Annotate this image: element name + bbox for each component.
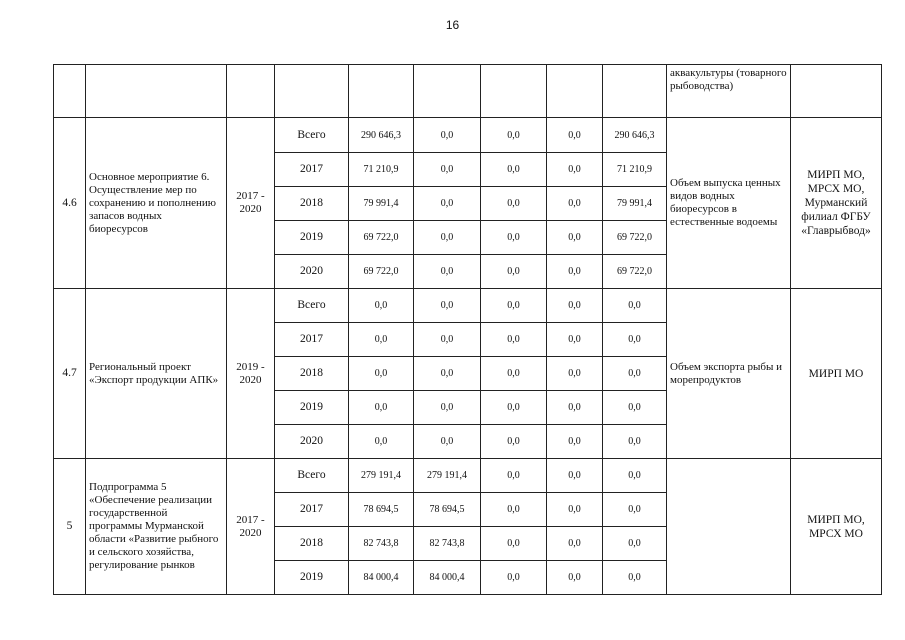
value-cell: 0,0 [481, 459, 547, 493]
value-cell: 71 210,9 [603, 153, 667, 187]
value-cell: 0,0 [414, 153, 481, 187]
value-cell: 0,0 [547, 323, 603, 357]
value-cell: 0,0 [547, 153, 603, 187]
value-cell: 290 646,3 [349, 118, 414, 153]
executor-cell: МИРП МО, МРСХ МО [791, 459, 882, 595]
activity-name: Основное мероприятие 6. Осуществление мер по сохранению и пополнению запасов водных биоресурсов [86, 118, 227, 289]
value-cell: 0,0 [349, 425, 414, 459]
cell-idx [54, 65, 86, 118]
table-row [54, 289, 882, 323]
value-cell: 0,0 [547, 255, 603, 289]
continuation-row [54, 65, 882, 118]
year-cell: 2019 [275, 391, 349, 425]
year-cell: 2018 [275, 357, 349, 391]
value-cell: 78 694,5 [414, 493, 481, 527]
value-cell: 0,0 [481, 323, 547, 357]
cell-value [481, 65, 547, 118]
value-cell: 0,0 [414, 289, 481, 323]
value-cell: 0,0 [547, 561, 603, 595]
indicator-cell: Объем выпуска ценных видов водных биоресурсов в естественные водоемы [667, 118, 791, 289]
value-cell: 0,0 [481, 255, 547, 289]
year-cell: Всего [275, 459, 349, 493]
value-cell: 0,0 [414, 187, 481, 221]
year-cell: 2017 [275, 323, 349, 357]
value-cell: 0,0 [414, 255, 481, 289]
cell-value [547, 65, 603, 118]
value-cell: 0,0 [481, 221, 547, 255]
year-cell: 2018 [275, 527, 349, 561]
value-cell: 0,0 [547, 493, 603, 527]
value-cell: 0,0 [547, 187, 603, 221]
activity-name: Подпрограмма 5 «Обеспечение реализации государственной программы Мурманской области «Развитие рыбного и сельского хозяйства, регулирование рынков [86, 459, 227, 595]
year-cell: 2018 [275, 187, 349, 221]
value-cell: 0,0 [603, 459, 667, 493]
value-cell: 0,0 [603, 323, 667, 357]
value-cell: 0,0 [603, 527, 667, 561]
value-cell: 0,0 [481, 527, 547, 561]
value-cell: 71 210,9 [349, 153, 414, 187]
value-cell: 0,0 [414, 391, 481, 425]
executor-cell: МИРП МО, МРСХ МО, Мурманский филиал ФГБУ «Главрыбвод» [791, 118, 882, 289]
value-cell: 0,0 [481, 187, 547, 221]
value-cell: 79 991,4 [603, 187, 667, 221]
value-cell: 0,0 [349, 323, 414, 357]
executor-cell [791, 65, 882, 118]
value-cell: 0,0 [547, 459, 603, 493]
year-cell: 2017 [275, 493, 349, 527]
cell-value [349, 65, 414, 118]
value-cell: 0,0 [603, 493, 667, 527]
value-cell: 0,0 [481, 118, 547, 153]
year-cell: 2019 [275, 221, 349, 255]
value-cell: 0,0 [481, 561, 547, 595]
value-cell: 0,0 [414, 357, 481, 391]
value-cell: 0,0 [547, 357, 603, 391]
value-cell: 0,0 [414, 221, 481, 255]
year-cell: Всего [275, 118, 349, 153]
value-cell: 0,0 [481, 425, 547, 459]
year-cell: Всего [275, 289, 349, 323]
value-cell: 0,0 [603, 561, 667, 595]
year-cell: 2020 [275, 255, 349, 289]
value-cell: 0,0 [349, 357, 414, 391]
table-row [54, 459, 882, 493]
value-cell: 0,0 [603, 289, 667, 323]
row-number: 5 [54, 459, 86, 595]
value-cell: 0,0 [603, 357, 667, 391]
value-cell: 0,0 [547, 425, 603, 459]
activity-name: Региональный проект «Экспорт продукции АПК» [86, 289, 227, 459]
value-cell: 84 000,4 [349, 561, 414, 595]
value-cell: 0,0 [481, 493, 547, 527]
indicator-cell: аквакультуры (товарного рыбоводства) [667, 65, 791, 118]
value-cell: 79 991,4 [349, 187, 414, 221]
value-cell: 78 694,5 [349, 493, 414, 527]
value-cell: 84 000,4 [414, 561, 481, 595]
cell-value [603, 65, 667, 118]
cell-value [414, 65, 481, 118]
table-row [54, 118, 882, 153]
value-cell: 0,0 [349, 289, 414, 323]
value-cell: 82 743,8 [414, 527, 481, 561]
value-cell: 290 646,3 [603, 118, 667, 153]
period: 2017 - 2020 [227, 459, 275, 595]
value-cell: 69 722,0 [349, 255, 414, 289]
value-cell: 0,0 [481, 289, 547, 323]
value-cell: 0,0 [349, 391, 414, 425]
value-cell: 0,0 [547, 391, 603, 425]
year-cell: 2019 [275, 561, 349, 595]
value-cell: 0,0 [481, 153, 547, 187]
year-cell: 2020 [275, 425, 349, 459]
period: 2017 - 2020 [227, 118, 275, 289]
period: 2019 - 2020 [227, 289, 275, 459]
budget-table [53, 64, 882, 595]
row-number: 4.6 [54, 118, 86, 289]
value-cell: 0,0 [414, 118, 481, 153]
value-cell: 279 191,4 [414, 459, 481, 493]
cell-name [86, 65, 227, 118]
value-cell: 69 722,0 [603, 221, 667, 255]
indicator-cell: Объем экспорта рыбы и морепродуктов [667, 289, 791, 459]
row-number: 4.7 [54, 289, 86, 459]
cell-period [227, 65, 275, 118]
indicator-cell [667, 459, 791, 595]
value-cell: 0,0 [481, 357, 547, 391]
value-cell: 69 722,0 [349, 221, 414, 255]
value-cell: 0,0 [547, 221, 603, 255]
year-cell: 2017 [275, 153, 349, 187]
value-cell: 0,0 [481, 391, 547, 425]
cell-year [275, 65, 349, 118]
value-cell: 0,0 [603, 391, 667, 425]
value-cell: 0,0 [603, 425, 667, 459]
page-number: 16 [445, 18, 460, 32]
value-cell: 0,0 [547, 527, 603, 561]
executor-cell: МИРП МО [791, 289, 882, 459]
value-cell: 0,0 [547, 289, 603, 323]
value-cell: 0,0 [414, 425, 481, 459]
value-cell: 279 191,4 [349, 459, 414, 493]
value-cell: 82 743,8 [349, 527, 414, 561]
value-cell: 0,0 [547, 118, 603, 153]
value-cell: 69 722,0 [603, 255, 667, 289]
value-cell: 0,0 [414, 323, 481, 357]
